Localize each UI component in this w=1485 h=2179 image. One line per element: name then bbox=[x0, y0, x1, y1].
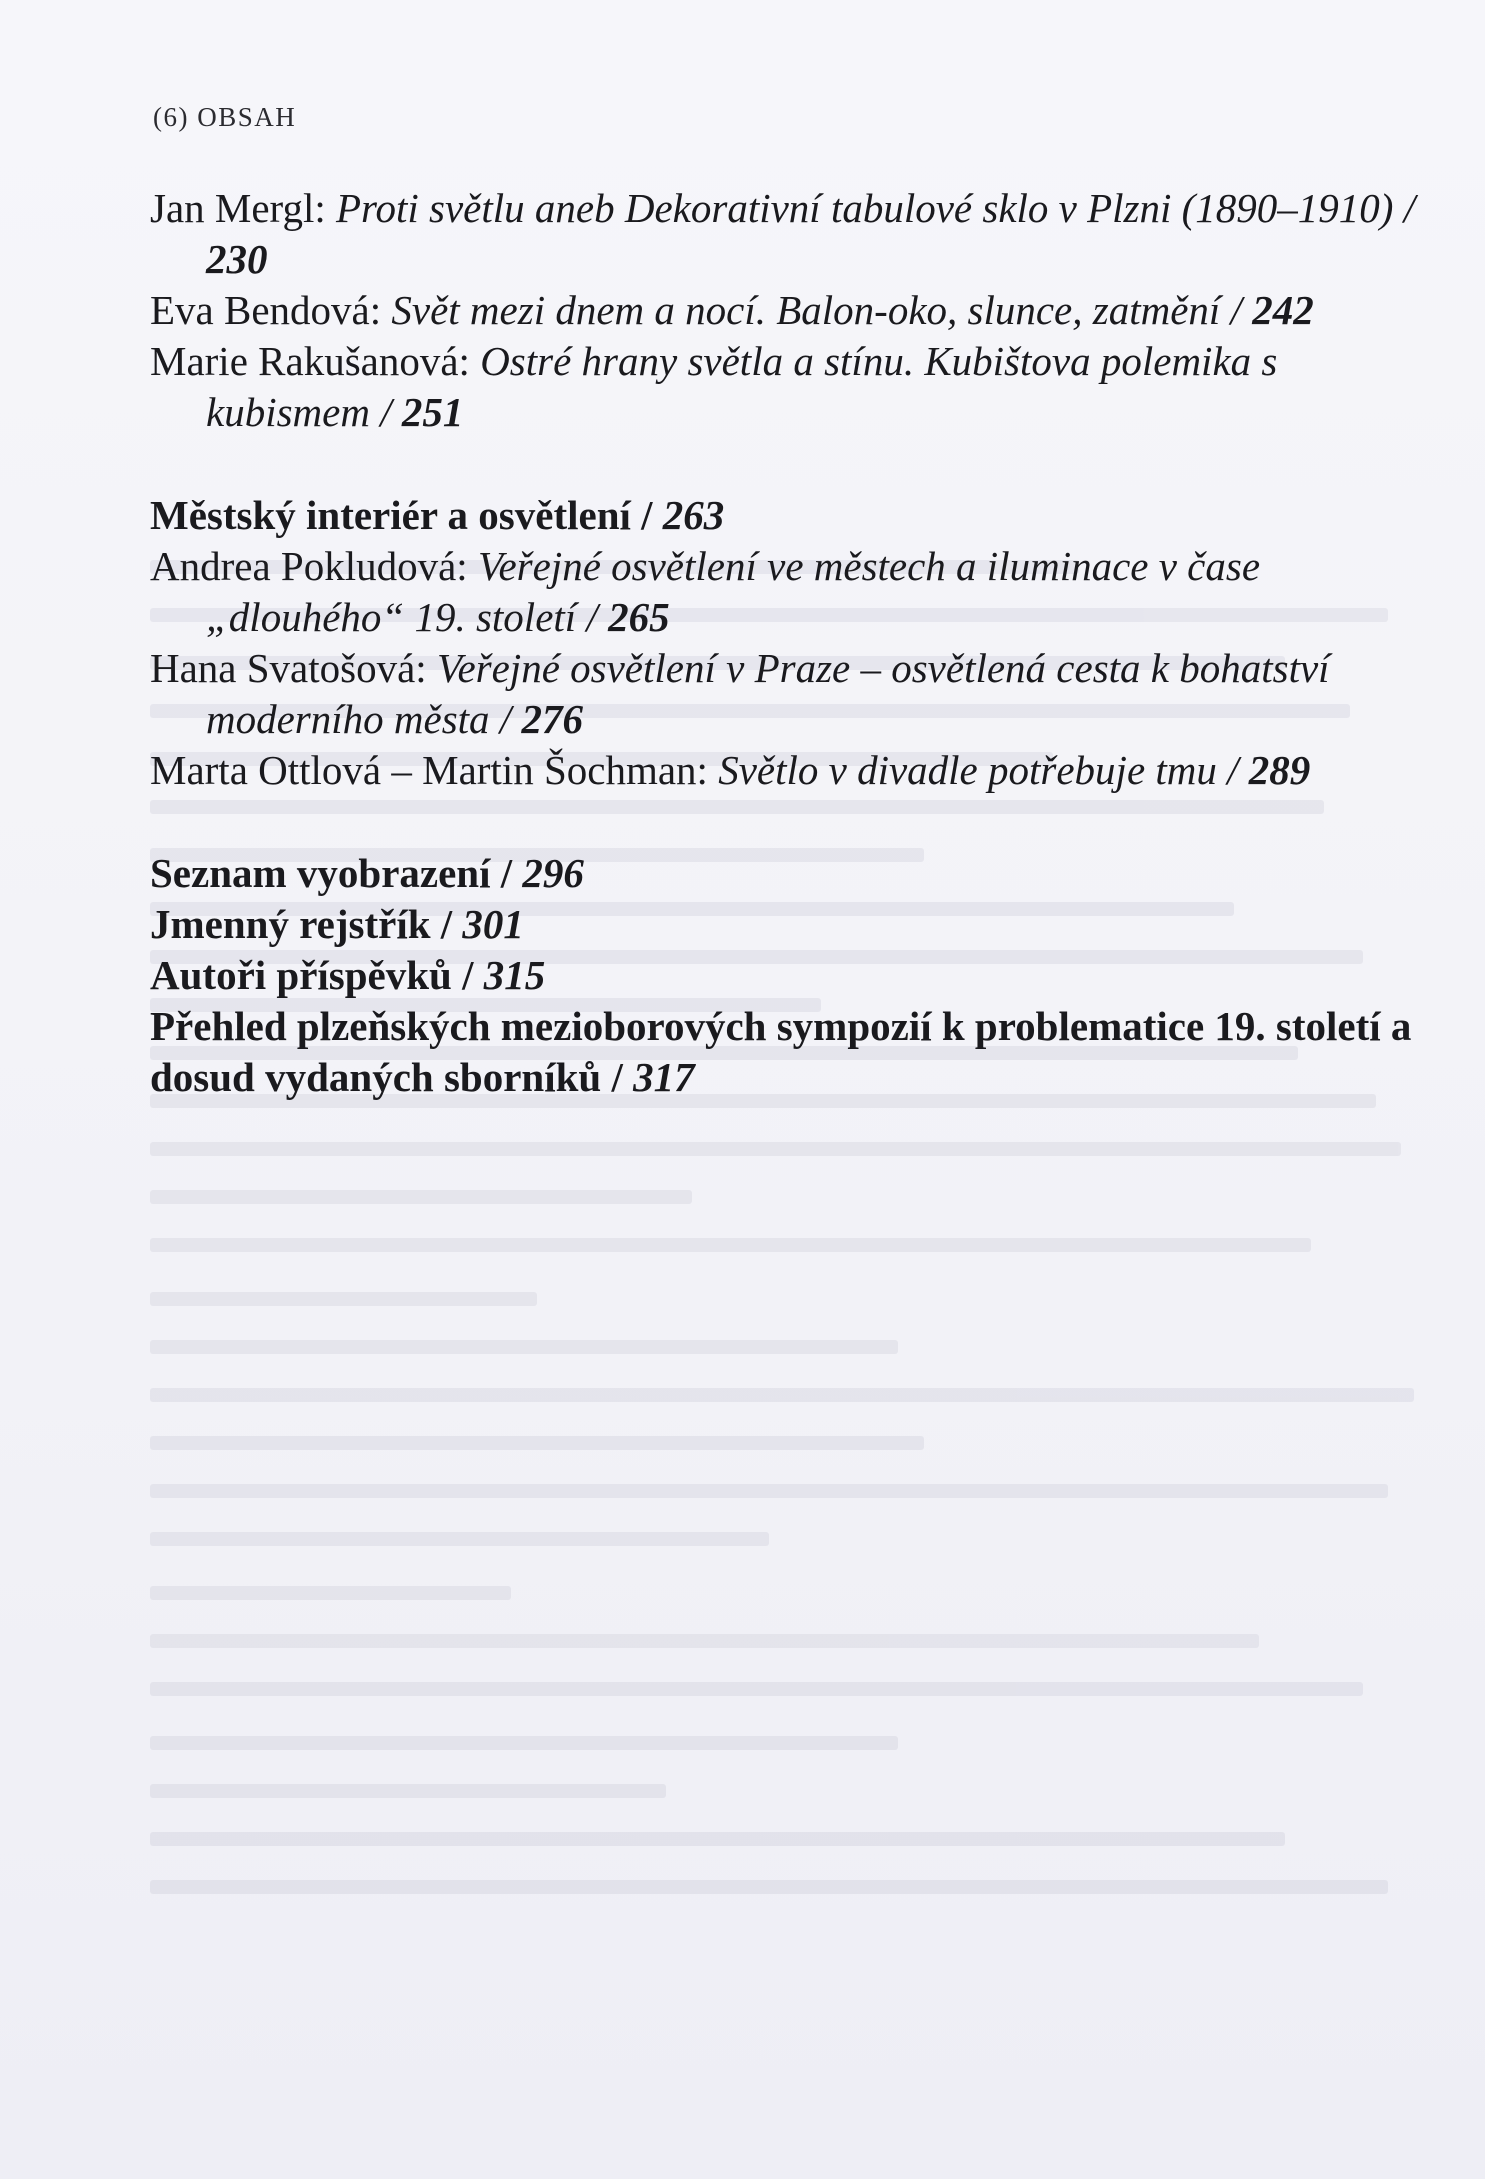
toc-entry[interactable] bbox=[150, 541, 1420, 643]
entry-author: Marie Rakušanová: bbox=[150, 338, 470, 384]
appendix-entry[interactable] bbox=[150, 848, 1420, 899]
page-number: 296 bbox=[522, 850, 584, 896]
page-number: 265 bbox=[608, 594, 670, 640]
toc-entry[interactable] bbox=[150, 643, 1420, 745]
appendix-entry[interactable] bbox=[150, 899, 1420, 950]
page-number: 230 bbox=[206, 236, 268, 282]
entry-title: Veřejné osvětlení v Praze – osvětlená cesta k bohatství moderního bbox=[206, 645, 1330, 742]
toc-entry[interactable] bbox=[150, 285, 1420, 336]
appendix-title: Přehled plzeňských mezioborových sympozií k problematice 19. století a dosud vydaných sborníků / bbox=[150, 1003, 1412, 1100]
entry-title-continued: (1890–1910) / bbox=[1181, 185, 1416, 231]
appendix-title: Autoři příspěvků / bbox=[150, 952, 474, 998]
entry-author: Andrea Pokludová: bbox=[150, 543, 468, 589]
entry-title: Proti světlu aneb Dekorativní tabulové sklo v Plzni bbox=[336, 185, 1172, 231]
section-heading[interactable] bbox=[150, 490, 1420, 541]
entry-title-continued: 19. století / bbox=[414, 594, 598, 640]
page-number: 289 bbox=[1248, 747, 1311, 793]
page-number: 276 bbox=[521, 696, 583, 742]
entry-title-continued: s kubismem / bbox=[206, 338, 1278, 435]
toc-entry[interactable] bbox=[150, 183, 1420, 285]
entry-author: Jan Mergl: bbox=[150, 185, 326, 231]
running-head: (6) OBSAH bbox=[153, 102, 297, 132]
table-of-contents bbox=[150, 183, 1420, 1103]
entry-author: Marta Ottlová – Martin Šochman: bbox=[150, 747, 708, 793]
appendix-entry[interactable] bbox=[150, 1001, 1420, 1103]
entry-author: Eva Bendová: bbox=[150, 287, 382, 333]
entry-title: Svět mezi dnem a nocí. Balon-oko, slunce, zatmění / bbox=[391, 287, 1242, 333]
entry-title-continued: města / bbox=[393, 696, 512, 742]
page-number: 251 bbox=[401, 389, 464, 435]
appendix-entry[interactable] bbox=[150, 950, 1420, 1001]
page-number: 263 bbox=[662, 492, 725, 538]
page-number: 301 bbox=[462, 901, 524, 947]
appendix-title: Jmenný rejstřík / bbox=[150, 901, 453, 947]
page-number: 317 bbox=[633, 1054, 695, 1100]
toc-entry[interactable] bbox=[150, 336, 1420, 438]
page-number: 242 bbox=[1252, 287, 1314, 333]
entry-author: Hana Svatošová: bbox=[150, 645, 427, 691]
entry-title: Veřejné osvětlení ve městech a iluminace v čase „dlouhého“ bbox=[206, 543, 1261, 640]
page-number: 315 bbox=[483, 952, 546, 998]
toc-entry[interactable] bbox=[150, 745, 1420, 796]
section-title: Městský interiér a osvětlení / bbox=[150, 492, 653, 538]
entry-title: Světlo v divadle potřebuje tmu / bbox=[718, 747, 1239, 793]
entry-title: Ostré hrany světla a stínu. Kubištova polemika bbox=[480, 338, 1252, 384]
appendix-title: Seznam vyobrazení / bbox=[150, 850, 513, 896]
